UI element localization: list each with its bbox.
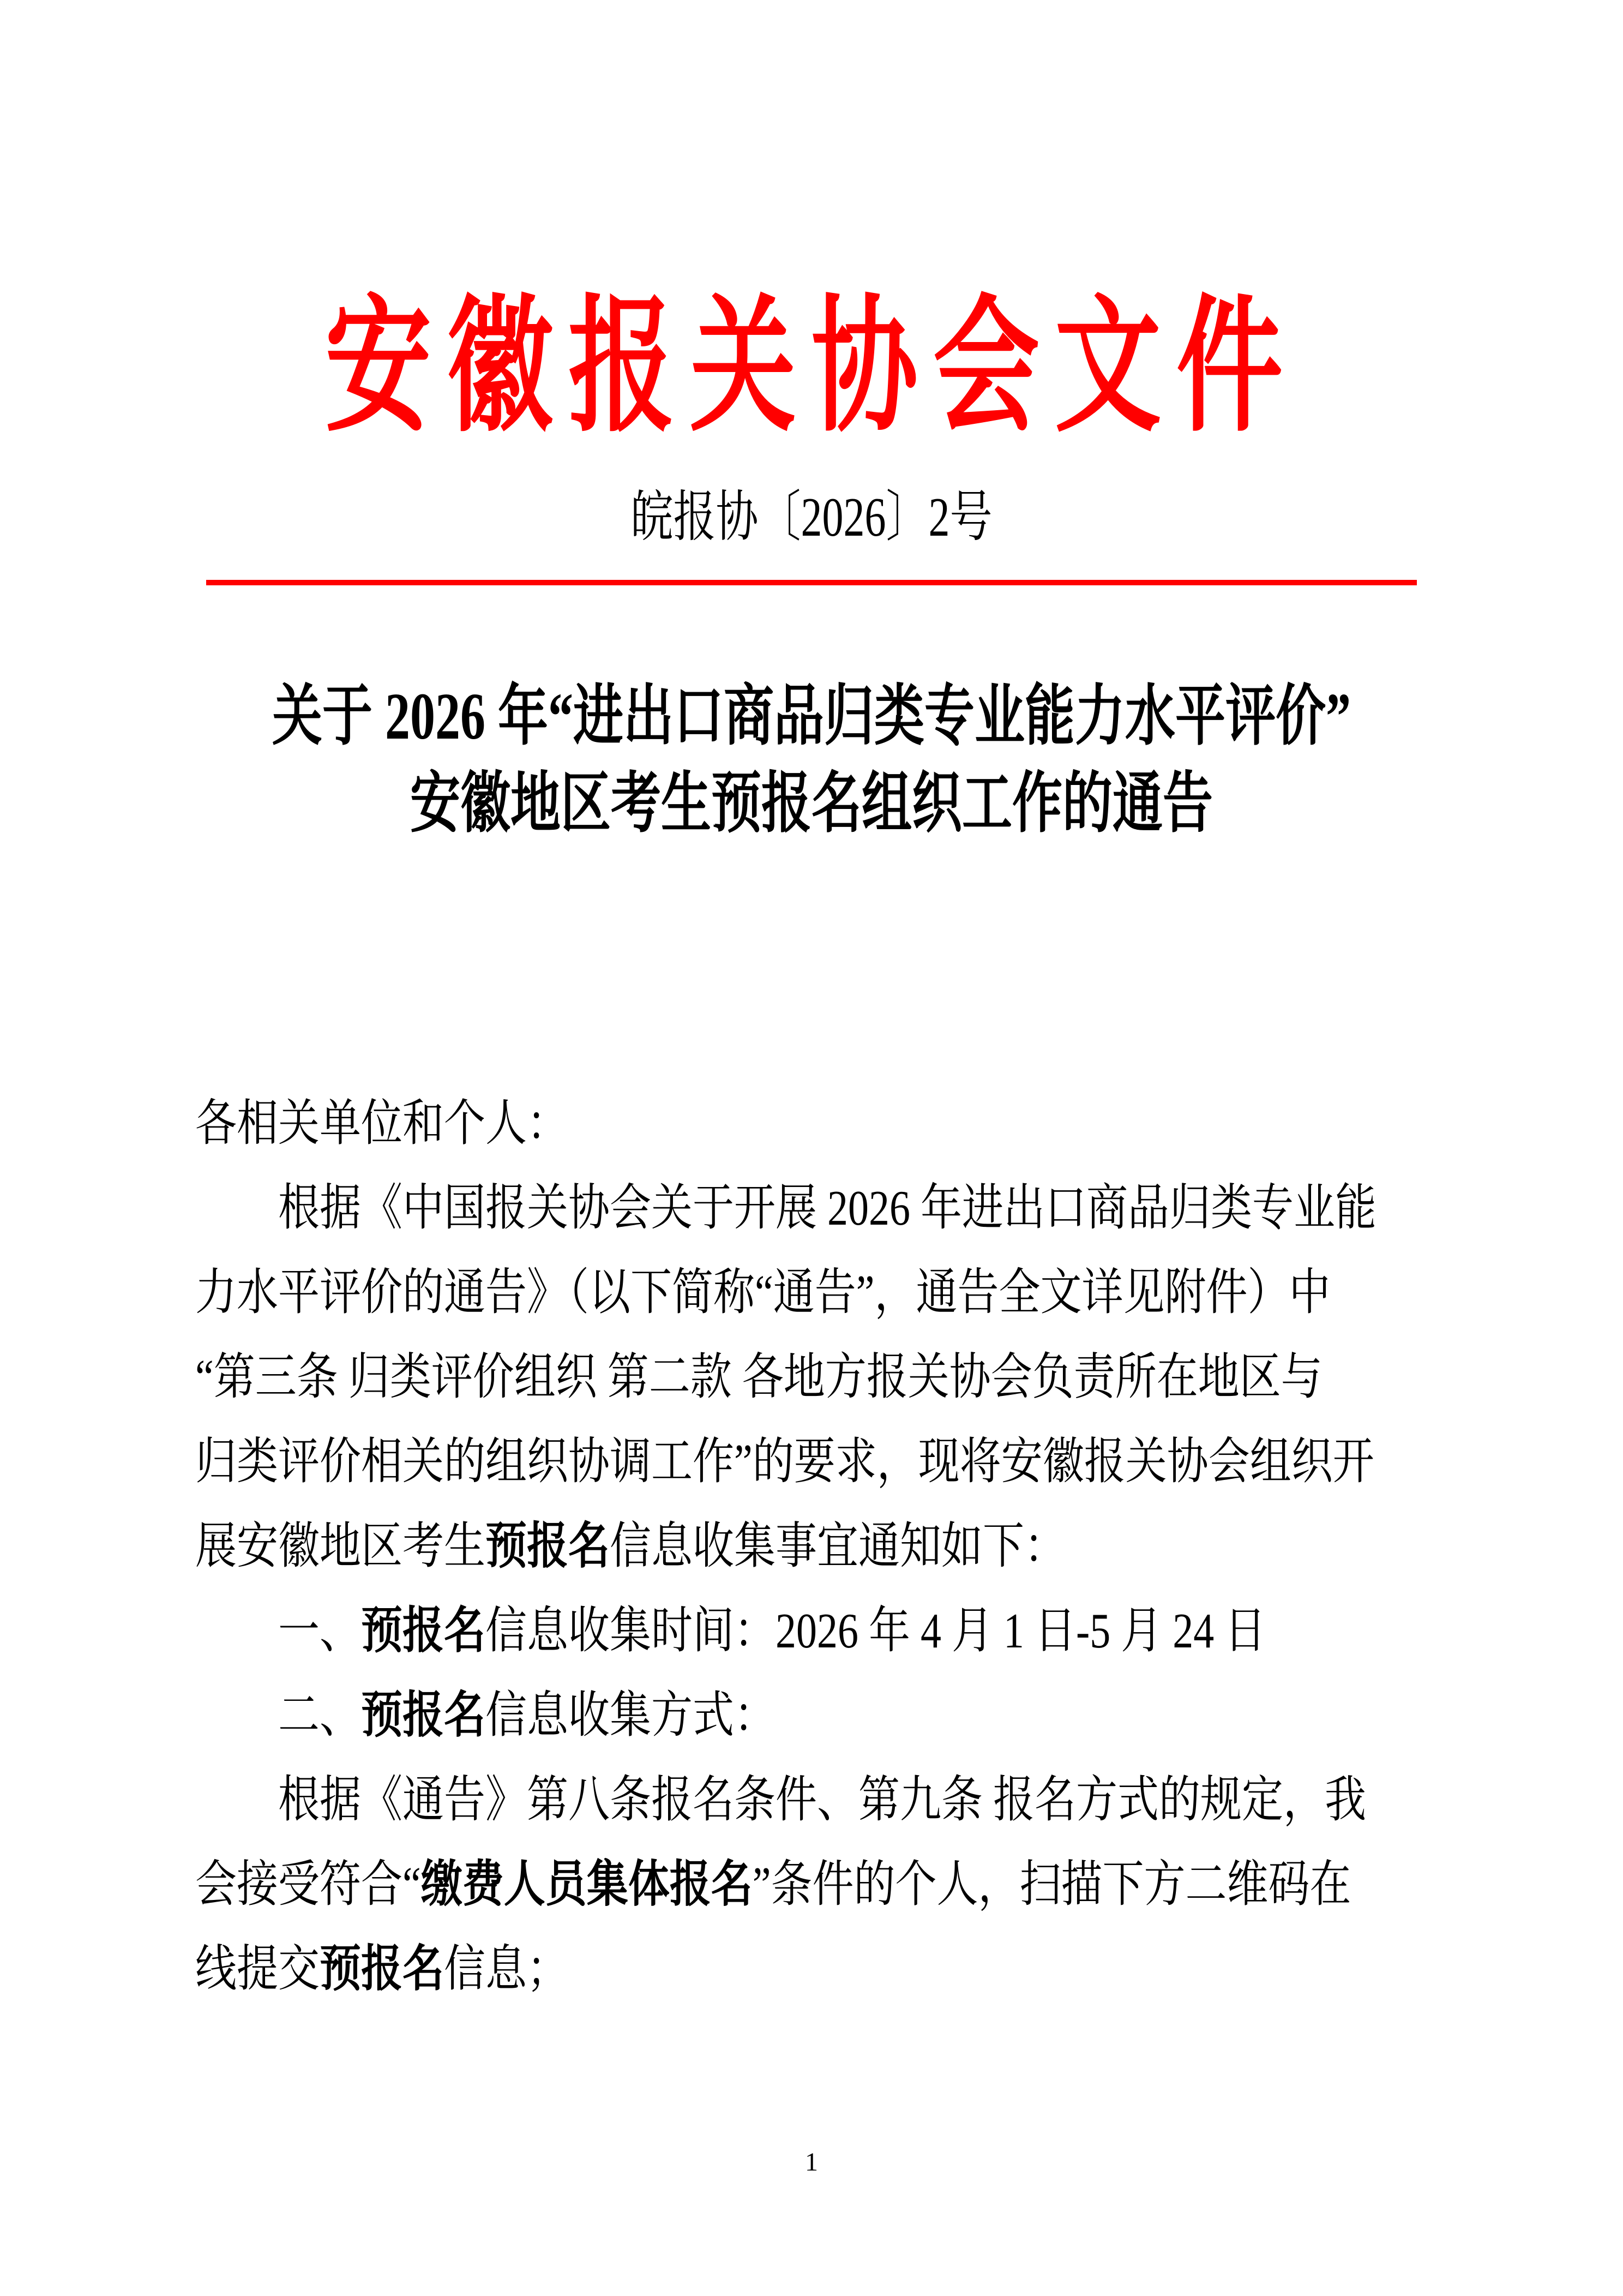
text-run: ”条件的个人，扫描下方二维码在 [752, 1857, 1351, 1913]
document-number: 皖报协〔2026〕2号 [630, 485, 993, 548]
text-run: 力水平评价的通告》（以下简称“通告”，通告全文详见附件）中 [195, 1265, 1331, 1321]
text-run: 二、 [278, 1688, 361, 1743]
text-run: 归类评价相关的组织协调工作”的要求，现将安徽报关协会组织开 [195, 1434, 1374, 1490]
body-line [195, 1919, 1428, 2021]
document-body [195, 1082, 1428, 2012]
text-run-bold: 缴费人员集体报名 [420, 1857, 753, 1913]
text-run: 根据《中国报关协会关于开展 2026 年进出口商品归类专业能 [278, 1180, 1376, 1236]
salutation: 各相关单位和个人： [195, 1096, 568, 1152]
text-run: 信息收集时间：2026 年 4 月 1 日-5 月 24 日 [485, 1603, 1266, 1659]
text-run: 一、 [278, 1603, 361, 1659]
page-number: 1 [805, 2148, 818, 2177]
text-run-bold: 预报名 [320, 1941, 444, 1997]
document-title [0, 673, 1623, 847]
text-run: 信息收集事宜通知如下： [610, 1519, 1066, 1574]
text-run: 展安徽地区考生 [195, 1519, 485, 1574]
text-run-bold: 预报名 [361, 1603, 485, 1659]
text-run: 根据《通告》第八条报名条件、第九条 报名方式的规定，我 [278, 1772, 1366, 1828]
document-title-line1: 关于 2026 年“进出口商品归类专业能力水平评价” [272, 679, 1351, 753]
text-run: “第三条 归类评价组织 第二款 各地方报关协会负责所在地区与 [195, 1350, 1323, 1405]
text-run: 信息； [444, 1941, 568, 1997]
text-run-bold: 预报名 [361, 1688, 485, 1743]
red-divider-rule [206, 580, 1417, 585]
document-title-line2: 安徽地区考生预报名组织工作的通告 [410, 766, 1213, 841]
text-run-bold: 预报名 [485, 1519, 610, 1574]
red-header-org-title: 安徽报关协会文件 [325, 286, 1298, 450]
text-run: 会接受符合“ [195, 1857, 421, 1913]
text-run: 信息收集方式： [485, 1688, 776, 1743]
text-run: 线提交 [195, 1941, 320, 1997]
